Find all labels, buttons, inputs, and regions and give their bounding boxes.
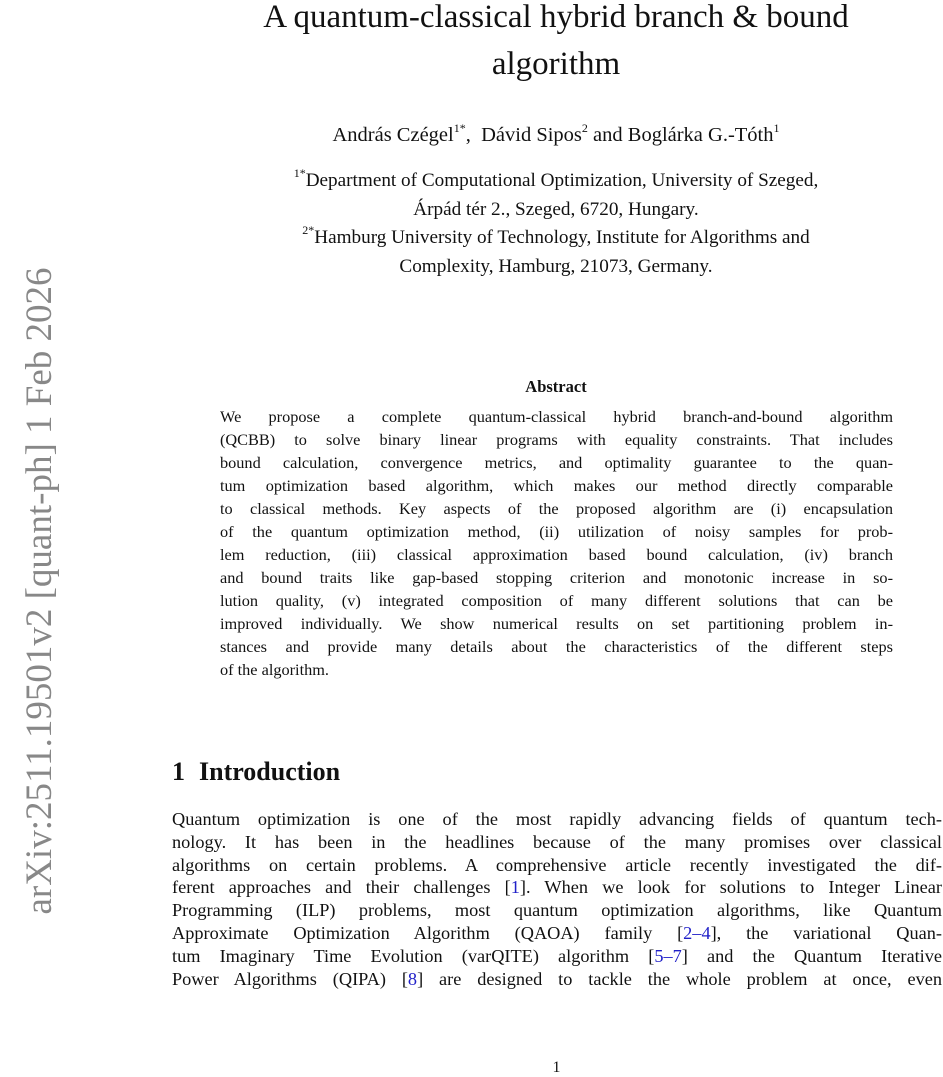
text-run: Programming (ILP) problems, most quantum optimization algorithms, like Quantum [172, 900, 942, 921]
text-run: Power Algorithms (QIPA) [ [172, 968, 408, 989]
abstract-heading: Abstract [525, 377, 587, 396]
body-line [172, 899, 942, 922]
text-run: ferent approaches and their challenges [ [172, 877, 511, 898]
section-heading [172, 757, 340, 787]
author-name: Dávid Sipos [481, 124, 582, 146]
body-line [172, 968, 942, 991]
abstract-body [220, 405, 893, 681]
abstract-line: to classical methods. Key aspects of the proposed algorithm are (i) encapsulation [220, 499, 893, 518]
body-line [172, 808, 942, 831]
abstract-line: We propose a complete quantum-classical hybrid branch-and-bound algorithm [220, 407, 893, 426]
body-line [172, 876, 942, 899]
citation-link[interactable]: 2–4 [683, 922, 711, 943]
title-line-2: algorithm [491, 46, 621, 82]
body-line [172, 854, 942, 877]
introduction-body [172, 808, 942, 990]
text-run: algorithms on certain problems. A comprehensive article recently investigated the dif- [172, 854, 942, 875]
author-list [200, 121, 912, 147]
abstract-line: lution quality, (v) integrated composition of many different solutions that can be [220, 591, 893, 610]
text-run: tum Imaginary Time Evolution (varQITE) algorithm [ [172, 945, 655, 966]
body-line [172, 922, 942, 945]
abstract-line: and bound traits like gap-based stopping criterion and monotonic increase in so- [220, 568, 893, 587]
text-run: Quantum optimization is one of the most rapidly advancing fields of quantum tech- [172, 809, 942, 829]
page-number: 1 [552, 1059, 561, 1076]
title-line-1: A quantum-classical hybrid branch & bound [263, 0, 849, 35]
text-run: Approximate Optimization Algorithm (QAOA) family [ [172, 922, 684, 943]
abstract-line: of the quantum optimization method, (ii) utilization of noisy samples for prob- [220, 522, 893, 541]
paper-title [200, 0, 912, 88]
citation-link[interactable]: 5–7 [654, 945, 682, 966]
author-separator: , [465, 124, 482, 146]
abstract-line: improved individually. We show numerical results on set partitioning problem in- [220, 614, 893, 633]
body-line [172, 831, 942, 854]
section-title: Introduction [199, 757, 341, 786]
affiliation-line: Department of Computational Optimization, University of Szeged, [305, 170, 819, 191]
abstract-line: lem reduction, (iii) classical approximation based bound calculation, (iv) branch [220, 545, 893, 564]
affiliation-mark: 2* [302, 223, 315, 237]
abstract-line: stances and provide many details about the characteristics of the different steps [220, 637, 893, 656]
author-affiliation-mark: 1* [453, 121, 466, 135]
affiliation-mark: 1* [293, 166, 306, 180]
citation-link[interactable]: 8 [407, 968, 418, 989]
abstract-line: (QCBB) to solve binary linear programs with equality constraints. That includes [220, 430, 893, 449]
author-separator: and [587, 124, 628, 146]
citation-link[interactable]: 1 [510, 877, 520, 898]
text-run: ]. When we look for solutions to Integer Linear [519, 877, 942, 898]
text-run: ], the variational Quan- [710, 922, 942, 943]
section-number: 1 [172, 757, 185, 786]
text-run: ] are designed to tackle the whole problem at once, even [417, 968, 942, 989]
author-affiliation-mark: 1 [773, 121, 780, 135]
affiliation-line: Árpád tér 2., Szeged, 6720, Hungary. [413, 198, 699, 220]
abstract-line: tum optimization based algorithm, which makes our method directly comparable [220, 476, 893, 495]
author-name: Boglárka G.-Tóth [627, 124, 774, 146]
abstract-line: bound calculation, convergence metrics, and optimality guarantee to the quan- [220, 453, 893, 472]
affiliation-line: Complexity, Hamburg, 21073, Germany. [399, 255, 713, 277]
body-line [172, 945, 942, 968]
abstract-line: of the algorithm. [220, 660, 329, 679]
affiliation-line: Hamburg University of Technology, Institute for Algorithms and [314, 227, 810, 248]
affiliation [200, 167, 912, 224]
author-affiliation-mark: 2 [581, 121, 588, 135]
author-name: András Czégel [332, 124, 454, 146]
arxiv-identifier-stamp: arXiv:2511.19501v2 [quant-ph] 1 Feb 2026 [19, 267, 60, 915]
text-run: ] and the Quantum Iterative [681, 945, 943, 966]
affiliation [200, 224, 912, 281]
text-run: nology. It has been in the headlines because of the many promises over classical [172, 831, 942, 852]
